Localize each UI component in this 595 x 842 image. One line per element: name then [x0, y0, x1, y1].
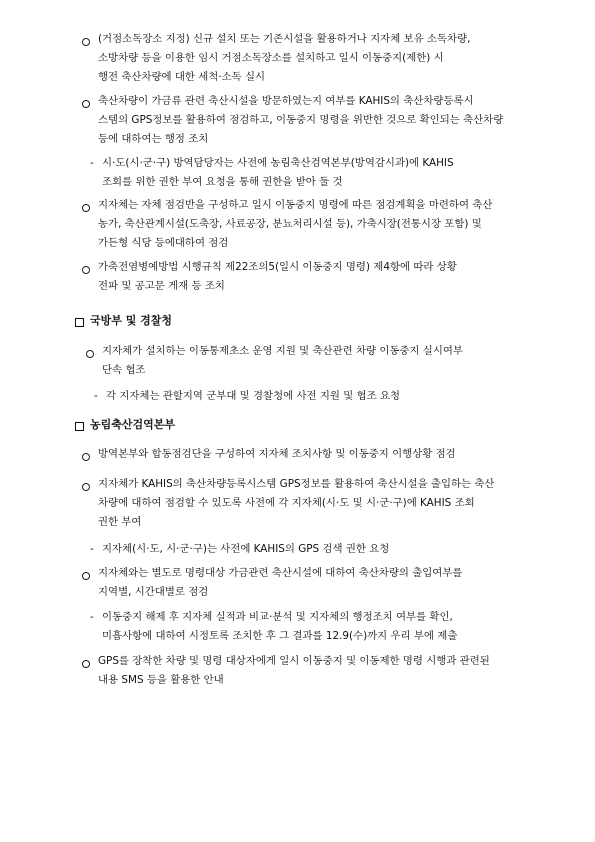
text-line: 행전 축산차량에 대한 세척·소독 실시: [98, 71, 266, 83]
circle-bullet-icon: [82, 572, 90, 580]
text-line: 차량에 대하여 점검할 수 있도록 사전에 각 지자체(시·도 및 시·군·구)에 KAHIS 조회: [98, 497, 475, 509]
text-line: 농가, 축산관계시설(도축장, 사료공장, 분뇨처리시설 등), 가축시장(전통시장 포함) 및: [98, 218, 482, 230]
text-line: 등에 대하여는 행정 조치: [98, 133, 209, 145]
text-line: 조회를 위한 권한 부여 요청을 통해 권한을 받아 둘 것: [102, 176, 343, 188]
text-line: 내용 SMS 등을 활용한 안내: [98, 674, 224, 686]
circle-bullet-icon: [86, 350, 94, 358]
text-line: 단속 협조: [102, 364, 146, 376]
text-line: 이동중지 해제 후 지자체 실적과 비교·분석 및 지자체의 행정조치 여부를 확인,: [102, 611, 453, 623]
dash-marker: -: [90, 611, 94, 623]
text-line: 미흡사항에 대하여 시정토록 조치한 후 그 결과를 12.9(수)까지 우리 부에 제출: [102, 630, 458, 642]
heading-text: 농림축산검역본부: [90, 418, 176, 431]
text-line: 소방차량 등을 이용한 임시 거점소독장소를 설치하고 일시 이동중지(제한) 시: [98, 52, 444, 64]
square-bullet-icon: [75, 318, 84, 327]
text-line: 가든형 식당 등에대하여 점검: [98, 237, 229, 249]
circle-bullet-icon: [82, 483, 90, 491]
text-line: 방역본부와 합동점검단을 구성하여 지자체 조치사항 및 이동중지 이행상황 점검: [98, 448, 456, 460]
text-line: 축산차량이 가금류 관련 축산시설을 방문하였는지 여부를 KAHIS의 축산차량등록시: [98, 95, 474, 107]
square-bullet-icon: [75, 422, 84, 431]
text-line: 지자체(시·도, 시·군·구)는 사전에 KAHIS의 GPS 검색 권한 요청: [102, 543, 390, 555]
circle-bullet-icon: [82, 204, 90, 212]
text-line: 시·도(시·군·구) 방역담당자는 사전에 농림축산검역본부(방역감시과)에 KAHIS: [102, 157, 454, 169]
text-line: 지자체가 설치하는 이동통제초소 운영 지원 및 축산관련 차량 이동중지 실시여부: [102, 345, 463, 357]
circle-bullet-icon: [82, 100, 90, 108]
text-line: 지자체가 KAHIS의 축산차량등록시스템 GPS정보를 활용하여 축산시설을 출입하는 축산: [98, 478, 495, 490]
circle-bullet-icon: [82, 660, 90, 668]
dash-marker: -: [90, 157, 94, 169]
text-line: 가축전염병예방법 시행규칙 제22조의5(일시 이동중지 명령) 제4항에 따라 상황: [98, 261, 457, 273]
text-line: 각 지자체는 관할지역 군부대 및 경찰청에 사전 지원 및 협조 요청: [106, 390, 400, 402]
text-line: 스템의 GPS정보를 활용하여 점검하고, 이동중지 명령을 위반한 것으로 확인되는 축산차량: [98, 114, 504, 126]
text-line: 권한 부여: [98, 516, 142, 528]
circle-bullet-icon: [82, 453, 90, 461]
circle-bullet-icon: [82, 38, 90, 46]
dash-marker: -: [90, 543, 94, 555]
dash-marker: -: [94, 390, 98, 402]
text-line: 지역별, 시간대별로 점검: [98, 586, 209, 598]
text-line: 지자체와는 별도로 명령대상 가금관련 축산시설에 대하여 축산차량의 출입여부를: [98, 567, 463, 579]
circle-bullet-icon: [82, 266, 90, 274]
text-line: GPS를 장착한 차량 및 명령 대상자에게 일시 이동중지 및 이동제한 명령 시행과 관련된: [98, 655, 490, 667]
text-line: (거점소독장소 지정) 신규 설치 또는 기존시설을 활용하거나 지자체 보유 소독차량,: [98, 33, 471, 45]
text-line: 지자체는 자체 점검반을 구성하고 일시 이동중지 명령에 따른 점검계획을 마련하여 축산: [98, 199, 493, 211]
text-line: 전파 및 공고문 게재 등 조치: [98, 280, 225, 292]
heading-text: 국방부 및 경찰청: [90, 314, 173, 327]
